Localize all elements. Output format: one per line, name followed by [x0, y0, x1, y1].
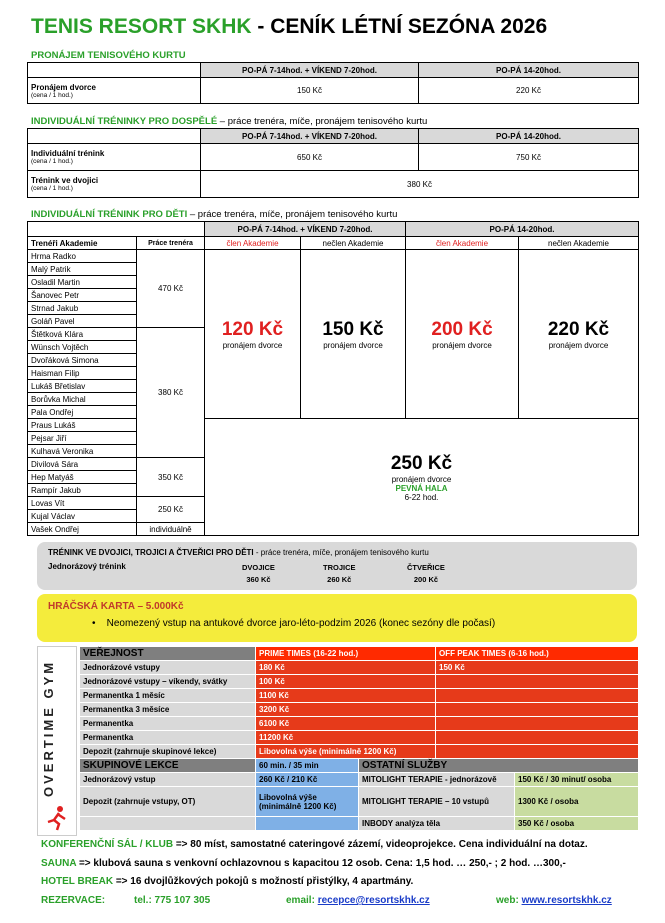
gym-prime-header: PRIME TIMES (16-22 hod.) [256, 647, 436, 661]
trainer-name: Praus Lukáš [28, 419, 137, 432]
col-header: PO-PÁ 14-20hod. [419, 129, 639, 144]
price-sub: pronájem dvorce [432, 340, 492, 350]
price-member-afternoon [406, 250, 519, 419]
title-rest: - CENÍK LÉTNÍ SEZÓNA 2026 [251, 15, 548, 38]
price-value: 120 Kč [221, 318, 284, 340]
section-kids-title [31, 209, 397, 220]
work-price: 350 Kč [137, 458, 205, 497]
price-cell: 650 Kč [201, 144, 419, 171]
email-link[interactable]: recepce@resortskhk.cz [317, 895, 430, 906]
section-kids-title-main: INDIVIDUÁLNÍ TRÉNINK PRO DĚTI [31, 209, 188, 220]
gym-prime-price: Libovolná výše (minimálně 1200 Kč) [256, 745, 436, 759]
gym-prime-price: 3200 Kč [256, 703, 436, 717]
gym-other-header: OSTATNÍ SLUŽBY [359, 759, 639, 773]
col-header: PO-PÁ 7-14hod. + VÍKEND 7-20hod. [205, 222, 406, 237]
trainer-name: Osladil Martin [28, 276, 137, 289]
row-sub-text: (cena / 1 hod.) [31, 158, 73, 165]
footer-label: KONFERENČNÍ SÁL / KLUB [41, 839, 174, 850]
gym-off-price [436, 745, 639, 759]
hall-hours: 6-22 hod. [404, 492, 439, 502]
gym-off-price [436, 675, 639, 689]
gym-row-label: Depozit (zahrnuje skupinové lekce) [80, 745, 256, 759]
price-nonmember-afternoon [519, 250, 639, 419]
row-label-text: Pronájem dvorce [31, 82, 96, 92]
group-price: 360 Kč [246, 575, 271, 584]
group-pair [242, 562, 275, 586]
gym-prime-price: 100 Kč [256, 675, 436, 689]
gym-prime-price: 6100 Kč [256, 717, 436, 731]
gym-group-price: 260 Kč / 210 Kč [256, 773, 359, 787]
player-card-box [37, 594, 637, 642]
trainer-name: Pejsar Jiří [28, 432, 137, 445]
gym-row-label: Permanentka 3 měsíce [80, 703, 256, 717]
trainer-name: Borůvka Michal [28, 393, 137, 406]
gym-table [79, 646, 639, 831]
gym-row-label: Permanentka 1 měsíc [80, 689, 256, 703]
gym-row-label: Permanentka [80, 717, 256, 731]
trainer-name: Goláň Pavel [28, 315, 137, 328]
row-label [28, 78, 201, 104]
gym-public-header: VEŘEJNOST [80, 647, 256, 661]
group-type: TROJICE [323, 563, 356, 572]
gym-row-label: Jednorázový vstup [80, 773, 256, 787]
gym-row-label: Jednorázové vstupy – víkendy, svátky [80, 675, 256, 689]
title-brand: TENIS RESORT SKHK [31, 15, 252, 38]
price-cell: 380 Kč [201, 171, 639, 198]
group-triple [323, 562, 356, 586]
gym-service-label: INBODY analýza těla [359, 817, 515, 831]
price-sub: pronájem dvorce [323, 340, 383, 350]
blank [80, 817, 256, 831]
row-label [28, 144, 201, 171]
work-header: Práce trenéra [137, 237, 205, 250]
footer-line-sauna [41, 858, 566, 869]
member-header: člen Akademie [406, 237, 519, 250]
gym-group-price: Libovolná výše (minimálně 1200 Kč) [256, 787, 359, 817]
section-adult-title-rest: – práce trenéra, míče, pronájem tenisového kurtu [217, 116, 428, 127]
gym-prime-price: 1100 Kč [256, 689, 436, 703]
row-sub-text: (cena / 1 hod.) [31, 185, 73, 192]
gym-row-label: Jednorázové vstupy [80, 661, 256, 675]
gym-service-label: MITOLIGHT TERAPIE - jednorázově [359, 773, 515, 787]
group-type: DVOJICE [242, 563, 275, 572]
trainer-name: Wünsch Vojtěch [28, 341, 137, 354]
group-training-box [37, 542, 637, 590]
row-label-text: Trénink ve dvojici [31, 176, 99, 185]
group-type: ČTVEŘICE [407, 563, 445, 572]
trainer-name: Strnad Jakub [28, 302, 137, 315]
gym-logo-text: OVERTIME GYM [41, 659, 56, 797]
section-adult-title-main: INDIVIDUÁLNÍ TRÉNINKY PRO DOSPĚLÉ [31, 116, 218, 127]
group-price: 200 Kč [413, 575, 439, 584]
hall-label: PEVNÁ HALA [395, 483, 448, 493]
footer-label: HOTEL BREAK [41, 876, 114, 887]
web-link[interactable]: www.resortskhk.cz [521, 895, 612, 906]
gym-service-price: 150 Kč / 30 minut/ osoba [515, 773, 639, 787]
trainer-name: Hrma Radko [28, 250, 137, 263]
row-label [28, 171, 201, 198]
col-header: PO-PÁ 7-14hod. + VÍKEND 7-20hod. [201, 63, 419, 78]
trainer-name: Rampír Jakub [28, 484, 137, 497]
player-card-bullet-text: Neomezený vstup na antukové dvorce jaro-léto-podzim 2026 (konec sezóny dle počasí) [106, 618, 496, 629]
kids-training-table [27, 221, 639, 536]
trainer-name: Pala Ondřej [28, 406, 137, 419]
group-training-title [48, 548, 429, 557]
trainer-name: Kulhavá Veronika [28, 445, 137, 458]
gym-row-label: Permanentka [80, 731, 256, 745]
group-price: 260 Kč [327, 575, 352, 584]
trainer-name: Lukáš Břetislav [28, 380, 137, 393]
trainer-name: Divilová Sára [28, 458, 137, 471]
blank [28, 63, 201, 78]
reservation-label: REZERVACE: [41, 895, 106, 906]
section-adult-title [31, 116, 427, 127]
blank [256, 817, 359, 831]
price-sub: pronájem dvorce [548, 340, 609, 350]
group-training-title-main: TRÉNINK VE DVOJICI, TROJICI A ČTVEŘICI PRO DĚTI [48, 548, 254, 557]
trainer-name: Štětková Klára [28, 328, 137, 341]
row-sub-text: (cena / 1 hod.) [31, 91, 73, 99]
col-header: PO-PÁ 14-20hod. [406, 222, 639, 237]
email-block [286, 895, 430, 906]
footer-label: SAUNA [41, 858, 77, 869]
row-label-text: Individuální trénink [31, 149, 105, 158]
footer-text: => 16 dvojlůžkových pokojů s možností přistýlky, 4 apartmány. [113, 876, 414, 887]
footer-line-conference [41, 839, 588, 850]
player-card-bullet: • Neomezený vstup na antukové dvorce jaro-léto-podzim 2026 (konec sezóny dle počasí) [92, 618, 496, 629]
gym-group-time: 60 min. / 35 min [256, 759, 359, 773]
footer-text: => klubová sauna s venkovní ochlazovnou s kapacitou 12 osob. Cena: 1,5 hod. … 250,- ; 2 hod. …300,- [76, 858, 566, 869]
email-label: email: [286, 895, 318, 906]
price-value: 220 Kč [547, 318, 610, 340]
gym-service-label: MITOLIGHT TERAPIE – 10 vstupů [359, 787, 515, 817]
web-block [496, 895, 612, 906]
court-rental-table [27, 62, 639, 104]
gym-off-header: OFF PEAK TIMES (6-16 hod.) [436, 647, 639, 661]
price-cell: 150 Kč [201, 78, 419, 104]
trainer-name: Šanovec Petr [28, 289, 137, 302]
trainer-name: Kujal Václav [28, 510, 137, 523]
col-header: PO-PÁ 14-20hod. [419, 63, 639, 78]
price-nonmember-morning [301, 250, 406, 419]
section-kids-title-rest: – práce trenéra, míče, pronájem tenisového kurtu [187, 209, 398, 220]
trainers-header: Trenéři Akademie [28, 237, 137, 250]
gym-prime-price: 180 Kč [256, 661, 436, 675]
group-training-label: Jednorázový trénink [48, 562, 126, 571]
footer-text: => 80 míst, samostatné cateringové zázemí, videoprojekce. Cena individuální na dotaz. [173, 839, 588, 850]
gym-row-label: Depozit (zahrnuje vstupy, OT) [80, 787, 256, 817]
work-price: 380 Kč [137, 328, 205, 458]
blank [28, 129, 201, 144]
gym-off-price [436, 731, 639, 745]
web-label: web: [496, 895, 522, 906]
group-quad [407, 562, 445, 586]
gym-off-price [436, 717, 639, 731]
price-member-morning [205, 250, 301, 419]
price-sub: pronájem dvorce [222, 340, 283, 350]
blank [28, 222, 205, 237]
price-cell: 750 Kč [419, 144, 639, 171]
page-title [31, 15, 547, 39]
price-value: 150 Kč [322, 318, 384, 340]
player-card-title: HRÁČSKÁ KARTA – 5.000Kč [48, 601, 184, 612]
nonmember-header: nečlen Akademie [301, 237, 406, 250]
gym-off-price: 150 Kč [436, 661, 639, 675]
group-training-title-rest: - práce trenéra, míče, pronájem tenisového kurtu [253, 548, 429, 557]
adult-training-table [27, 128, 639, 198]
price-value: 250 Kč [390, 452, 453, 474]
gym-logo [37, 646, 77, 836]
footer-line-hotel [41, 876, 413, 887]
gym-off-price [436, 703, 639, 717]
gym-group-header: SKUPINOVÉ LEKCE [80, 759, 256, 773]
trainer-name: Hep Matyáš [28, 471, 137, 484]
gym-prime-price: 11200 Kč [256, 731, 436, 745]
trainer-name: Malý Patrik [28, 263, 137, 276]
price-sub: pronájem dvorce [391, 474, 452, 484]
trainer-name: Haisman Filip [28, 367, 137, 380]
member-header: člen Akademie [205, 237, 301, 250]
gym-off-price [436, 689, 639, 703]
footer-reservation [41, 895, 641, 906]
work-price: 250 Kč [137, 497, 205, 523]
section-court-rental-title: PRONÁJEM TENISOVÉHO KURTU [31, 50, 186, 61]
trainer-name: Dvořáková Simona [28, 354, 137, 367]
phone[interactable]: tel.: 775 107 305 [134, 895, 211, 906]
trainer-name: Lovas Vít [28, 497, 137, 510]
gym-service-price: 1300 Kč / osoba [515, 787, 639, 817]
price-cell: 220 Kč [419, 78, 639, 104]
trainer-name: Vašek Ondřej [28, 523, 137, 536]
nonmember-header: nečlen Akademie [519, 237, 639, 250]
work-price: 470 Kč [137, 250, 205, 328]
gym-service-price: 350 Kč / osoba [515, 817, 639, 831]
price-hall [205, 419, 639, 536]
col-header: PO-PÁ 7-14hod. + VÍKEND 7-20hod. [201, 129, 419, 144]
price-value: 200 Kč [431, 318, 493, 340]
work-price: individuálně [137, 523, 205, 536]
runner-icon [45, 805, 69, 831]
